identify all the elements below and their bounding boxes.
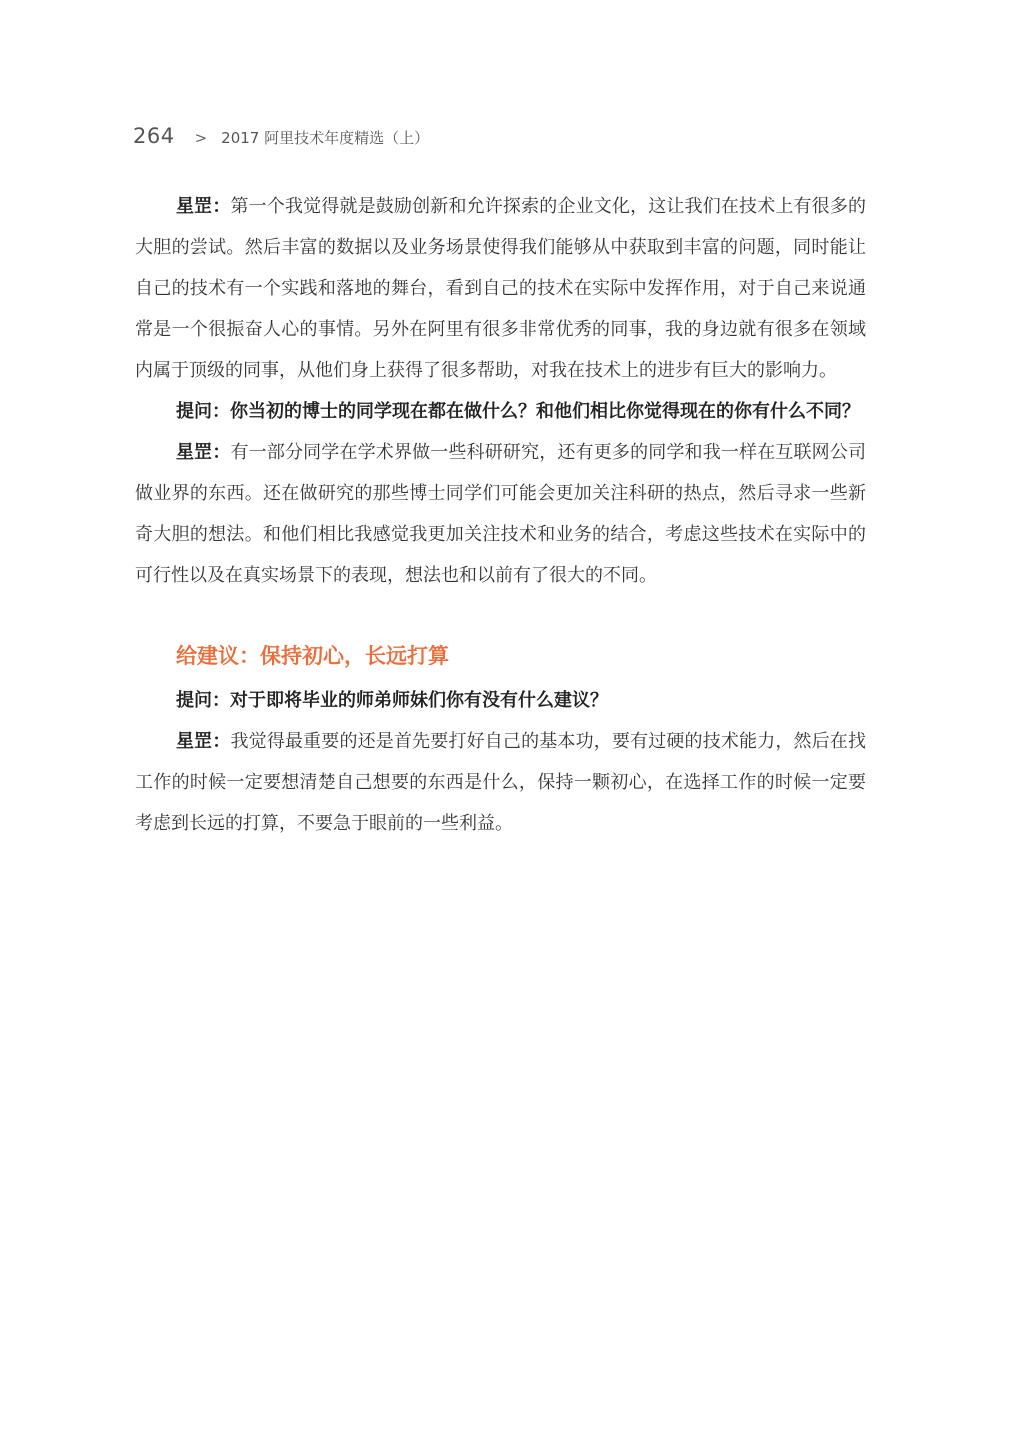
running-header [133,124,429,154]
answer-paragraph-3 [135,721,866,844]
speaker-label: 星罡： [176,731,231,752]
section-heading: 给建议：保持初心，长远打算 [176,644,449,668]
answer-paragraph-1 [135,186,866,391]
book-title: 2017 阿里技术年度精选（上） [221,129,430,147]
page-number: 264 [133,124,175,148]
answer-paragraph-2 [135,432,866,596]
answer-text: 第一个我觉得就是鼓励创新和允许探索的企业文化，这让我们在技术上有很多的大胆的尝试。然后丰富的数据以及业务场景使得我们能够从中获取到丰富的问题，同时能让自己的技术有一个实践和落地的舞台，看到自己的技术在实际中发挥作用，对于自己来说通常是一个很振奋人心的事情。另外在阿里有很多非常优秀的同事，我的身边就有很多在领域内属于顶级的同事，从他们身上获得了很多帮助，对我在技术上的进步有巨大的影响力。 [135,196,867,381]
header-separator: > [194,129,208,147]
answer-text: 我觉得最重要的还是首先要打好自己的基本功，要有过硬的技术能力，然后在找工作的时候一定要想清楚自己想要的东西是什么，保持一颗初心，在选择工作的时候一定要考虑到长远的打算，不要急于眼前的一些利益。 [135,731,867,834]
body-content [135,186,866,844]
question-paragraph-1: 提问：你当初的博士的同学现在都在做什么？和他们相比你觉得现在的你有什么不同？ [176,401,860,422]
question-paragraph-2: 提问：对于即将毕业的师弟师妹们你有没有什么建议？ [176,690,608,711]
speaker-label: 星罡： [176,442,231,463]
speaker-label: 星罡： [176,196,231,217]
answer-text: 有一部分同学在学术界做一些科研研究，还有更多的同学和我一样在互联网公司做业界的东西。还在做研究的那些博士同学们可能会更加关注科研的热点，然后寻求一些新奇大胆的想法。和他们相比我感觉我更加关注技术和业务的结合，考虑这些技术在实际中的可行性以及在真实场景下的表现，想法也和以前有了很大的不同。 [135,442,867,586]
